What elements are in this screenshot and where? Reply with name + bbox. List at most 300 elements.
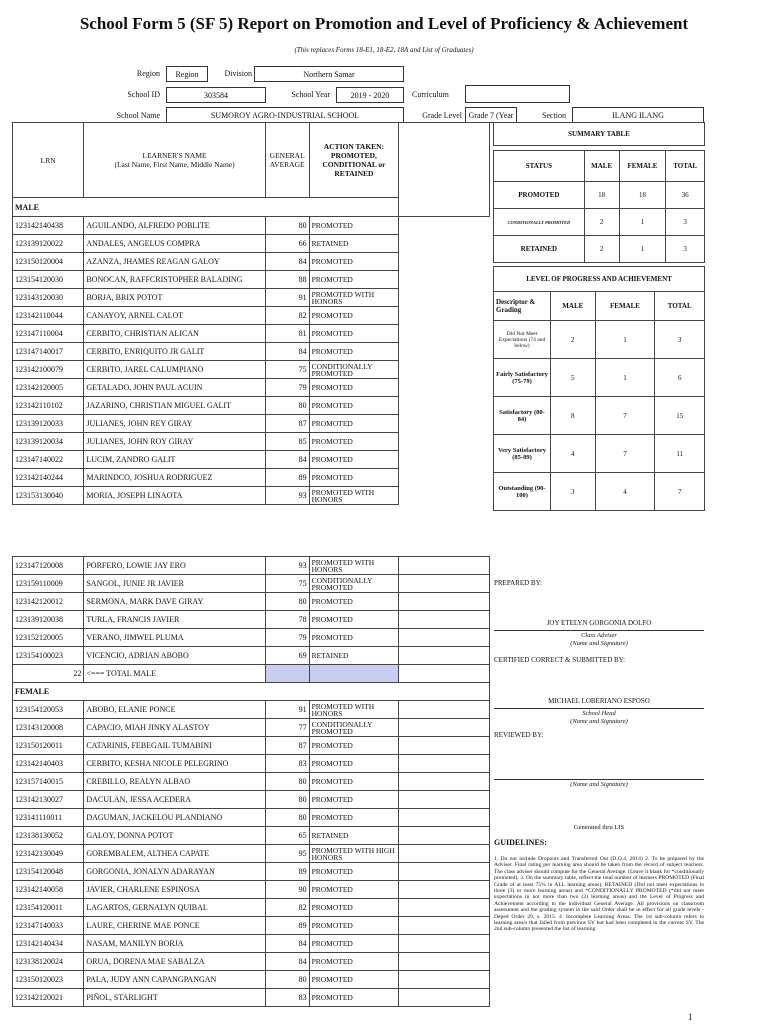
learner-lrn: 123142140058 <box>13 881 84 899</box>
learner-lrn: 123142120021 <box>13 989 84 1007</box>
learner-average: 84 <box>265 343 309 361</box>
learner-action: PROMOTED <box>309 451 399 469</box>
progress-desc: Outstanding (90-100) <box>494 473 551 511</box>
grade-level-label: Grade Level <box>422 111 462 120</box>
learner-expectations <box>399 791 490 809</box>
head-role: School Head <box>582 710 616 717</box>
region-value: Region <box>166 66 208 82</box>
learner-lrn: 123147120008 <box>13 557 84 575</box>
learner-action: PROMOTED <box>309 593 399 611</box>
learner-expectations <box>399 899 490 917</box>
learner-row <box>13 575 490 593</box>
learner-row <box>13 325 490 343</box>
learner-average: 66 <box>265 235 309 253</box>
learner-name: TURLA, FRANCIS JAVIER <box>84 611 265 629</box>
learner-action: PROMOTED <box>309 379 399 397</box>
progress-desc: Fairly Satisfactory (75-79) <box>494 359 551 397</box>
learner-action: PROMOTED <box>309 953 399 971</box>
learner-lrn: 123150120004 <box>13 253 84 271</box>
learner-action: PROMOTED <box>309 253 399 271</box>
learner-average: 90 <box>265 881 309 899</box>
progress-total: 3 <box>655 321 705 359</box>
learner-name: PIÑOL, STARLIGHT <box>84 989 265 1007</box>
learner-row <box>13 953 490 971</box>
male-learners-table <box>12 122 490 505</box>
learner-row <box>13 253 490 271</box>
learner-action: PROMOTED WITH HIGH HONORS <box>309 845 399 863</box>
learner-lrn: 123150120023 <box>13 971 84 989</box>
learner-action: PROMOTED WITH HONORS <box>309 701 399 719</box>
learner-expectations <box>399 737 490 755</box>
learner-average: 75 <box>265 575 309 593</box>
learner-lrn: 123142110044 <box>13 307 84 325</box>
learner-lrn: 123147140033 <box>13 917 84 935</box>
certified-label: CERTIFIED CORRECT & SUBMITTED BY: <box>494 656 626 664</box>
learner-average: 79 <box>265 379 309 397</box>
progress-row <box>494 397 705 435</box>
learner-row <box>13 469 490 487</box>
learner-lrn: 123154120053 <box>13 701 84 719</box>
learner-action: PROMOTED <box>309 863 399 881</box>
learner-lrn: 123142140244 <box>13 469 84 487</box>
learner-action: PROMOTED WITH HONORS <box>309 487 399 505</box>
learner-average: 91 <box>265 701 309 719</box>
learner-name: ANDALES, ANGELUS COMPRA <box>84 235 265 253</box>
learner-name: PALA, JUDY ANN CAPANGPANGAN <box>84 971 265 989</box>
learner-lrn: 123139120022 <box>13 235 84 253</box>
progress-desc: Did Not Meet Expectations (74 and below) <box>494 321 551 359</box>
learner-action: PROMOTED <box>309 307 399 325</box>
learner-lrn: 123143120030 <box>13 289 84 307</box>
summary-total: 3 <box>666 209 705 236</box>
expectations-header <box>399 123 490 217</box>
learner-average: 80 <box>265 809 309 827</box>
learner-expectations <box>399 971 490 989</box>
progress-desc: Satisfactory (80-84) <box>494 397 551 435</box>
learner-name: CERBITO, KESHA NICOLE PELEGRINO <box>84 755 265 773</box>
learner-lrn: 123150120011 <box>13 737 84 755</box>
learner-name: VICENCIO, ADRIAN ABOBO <box>84 647 265 665</box>
learner-lrn: 123142140438 <box>13 217 84 235</box>
table-header-cell: Descriptor & Grading <box>494 292 551 321</box>
summary-row <box>494 236 705 263</box>
learner-expectations <box>399 881 490 899</box>
learner-row <box>13 647 490 665</box>
school-id-value: 303584 <box>166 87 266 103</box>
learner-lrn: 123142100079 <box>13 361 84 379</box>
summary-status: RETAINED <box>494 236 585 263</box>
learner-lrn: 123139120038 <box>13 611 84 629</box>
learner-lrn: 123154120030 <box>13 271 84 289</box>
male-section-label: MALE <box>13 198 399 217</box>
learner-average: 80 <box>265 593 309 611</box>
learner-expectations <box>399 557 490 575</box>
table-header-cell: TOTAL <box>655 292 705 321</box>
learner-expectations <box>399 701 490 719</box>
learner-action: PROMOTED <box>309 755 399 773</box>
learner-average: 80 <box>265 773 309 791</box>
learner-row <box>13 773 490 791</box>
learner-row <box>13 433 490 451</box>
learner-lrn: 123152120005 <box>13 629 84 647</box>
learner-action: PROMOTED <box>309 415 399 433</box>
total-male-label: <=== TOTAL MALE <box>84 665 265 683</box>
adviser-line <box>494 630 704 631</box>
summary-female: 1 <box>619 236 666 263</box>
summary-male: 2 <box>584 236 619 263</box>
learner-lrn: 123142140434 <box>13 935 84 953</box>
learner-lrn: 123147140017 <box>13 343 84 361</box>
total-male-avg <box>265 665 309 683</box>
learner-action: RETAINED <box>309 827 399 845</box>
learner-expectations <box>399 935 490 953</box>
learner-average: 84 <box>265 953 309 971</box>
learner-name: JAVIER, CHARLENE ESPINOSA <box>84 881 265 899</box>
learner-average: 80 <box>265 791 309 809</box>
learner-average: 81 <box>265 325 309 343</box>
learner-expectations <box>399 773 490 791</box>
learner-average: 80 <box>265 217 309 235</box>
summary-total: 36 <box>666 182 705 209</box>
guidelines-text: 1. Do not include Dropouts and Transferred Out (D.O.4, 2014) 2. To be prepared by the Adviser. Final rating per learning area should be taken from the record of subject teachers. The class adviser should compute for the General Average. (Leave it blank for *conditionally promoted). 3. On the summary table, reflect the total number of learners PROMOTED (Final Grade of at least 75% in ALL learning areas), RETAINED (Did not meet expectations in three (3) or more learning areas) and *CONDITIONALLY PROMOTED (*did not meet expectations in not more than two (2) learning areas) and the Level of Progress and Achievement according to the individual General Average. All provisions on classroom assessment and the grading system in the said Order shall be in effect for all grade levels - Deped Order 29, s. 2015. 4. Incomplete Learning Areas. The 1st sub-column refers to learning area/s that failed from previous SY but had been completed in the current SY. The 2nd sub-column presented the list of learning <box>494 856 704 933</box>
learner-expectations <box>399 719 490 737</box>
progress-row <box>494 435 705 473</box>
learner-lrn: 123142120012 <box>13 593 84 611</box>
learner-lrn: 123143120008 <box>13 719 84 737</box>
table-header-cell: MALE <box>551 292 596 321</box>
learner-average: 89 <box>265 917 309 935</box>
learner-average: 91 <box>265 289 309 307</box>
continued-learners-table <box>12 556 490 1007</box>
name-header-main: LEARNER'S NAME <box>142 151 207 160</box>
generated-note: Generated thru LIS <box>573 824 625 831</box>
learner-action: PROMOTED <box>309 611 399 629</box>
table-header-cell: FEMALE <box>595 292 655 321</box>
learner-lrn: 123139120034 <box>13 433 84 451</box>
learner-average: 88 <box>265 271 309 289</box>
learner-row <box>13 899 490 917</box>
learner-expectations <box>399 647 490 665</box>
reviewer-name-sig: (Name and Signature) <box>570 781 628 788</box>
learner-lrn: 123159110009 <box>13 575 84 593</box>
progress-desc: Very Satisfactory (85-89) <box>494 435 551 473</box>
reviewed-label: REVIEWED BY: <box>494 731 544 739</box>
learner-average: 80 <box>265 397 309 415</box>
learner-row <box>13 845 490 863</box>
table-header-cell: MALE <box>584 151 619 182</box>
learner-average: 84 <box>265 935 309 953</box>
summary-status: CONDITIONALLY PROMOTED <box>494 209 585 236</box>
learner-action: PROMOTED <box>309 397 399 415</box>
learner-name: ORUA, DORENA MAE SABALZA <box>84 953 265 971</box>
learner-average: 80 <box>265 971 309 989</box>
learner-action: PROMOTED WITH HONORS <box>309 557 399 575</box>
learner-row <box>13 307 490 325</box>
learner-name: LAGARTOS, GERNALYN QUIBAL <box>84 899 265 917</box>
learner-name: LUCIM, ZANDRO GALIT <box>84 451 265 469</box>
learner-action: PROMOTED <box>309 881 399 899</box>
learner-lrn: 123138130052 <box>13 827 84 845</box>
learner-row <box>13 451 490 469</box>
region-label: Region <box>136 69 160 78</box>
learner-name: CANAYOY, ARNEL CALOT <box>84 307 265 325</box>
learner-name: DAGUMAN, JACKELOU PLANDIANO <box>84 809 265 827</box>
learner-action: RETAINED <box>309 235 399 253</box>
summary-status: PROMOTED <box>494 182 585 209</box>
progress-female: 1 <box>595 359 655 397</box>
learner-row <box>13 881 490 899</box>
progress-female: 7 <box>595 435 655 473</box>
curriculum-value <box>465 85 570 103</box>
learner-row <box>13 989 490 1007</box>
learner-name: MARINDCO, JOSHUA RODRIGUEZ <box>84 469 265 487</box>
learner-name: NASAM, MANILYN BORJA <box>84 935 265 953</box>
learner-lrn: 123142130049 <box>13 845 84 863</box>
adviser-name-sig: (Name and Signature) <box>570 640 628 647</box>
learner-average: 84 <box>265 253 309 271</box>
progress-total: 11 <box>655 435 705 473</box>
learner-expectations <box>399 827 490 845</box>
learner-name: DACULAN, JESSA ACEDERA <box>84 791 265 809</box>
learner-name: SERMONA, MARK DAVE GIRAY <box>84 593 265 611</box>
summary-title: SUMMARY TABLE <box>494 123 705 146</box>
learner-lrn: 123142120005 <box>13 379 84 397</box>
learner-average: 87 <box>265 415 309 433</box>
progress-female: 4 <box>595 473 655 511</box>
learner-row <box>13 415 490 433</box>
school-year-value: 2019 - 2020 <box>336 87 404 103</box>
learner-action: PROMOTED <box>309 809 399 827</box>
summary-row <box>494 182 705 209</box>
learner-average: 89 <box>265 469 309 487</box>
learner-lrn: 123153130040 <box>13 487 84 505</box>
learner-name: AZANZA, JHAMES REAGAN GALOY <box>84 253 265 271</box>
learner-lrn: 123139120033 <box>13 415 84 433</box>
learner-row <box>13 217 490 235</box>
learner-row <box>13 379 490 397</box>
total-male-count: 22 <box>13 665 84 683</box>
learner-average: 95 <box>265 845 309 863</box>
learner-name: JAZARINO, CHRISTIAN MIGUEL GALIT <box>84 397 265 415</box>
prepared-by-label: PREPARED BY: <box>494 579 542 587</box>
learner-lrn: 123142130027 <box>13 791 84 809</box>
learner-name: AGUILANDO, ALFREDO POBLITE <box>84 217 265 235</box>
learner-average: 87 <box>265 737 309 755</box>
total-male-expect <box>399 665 490 683</box>
learner-average: 83 <box>265 755 309 773</box>
learner-row <box>13 611 490 629</box>
adviser-role: Class Adviser <box>581 632 617 639</box>
head-line <box>494 708 704 709</box>
learner-action: RETAINED <box>309 647 399 665</box>
learner-name: PORFERO, LOWIE JAY ERO <box>84 557 265 575</box>
school-id-label: School ID <box>127 90 160 99</box>
learner-action: PROMOTED <box>309 343 399 361</box>
summary-male: 18 <box>584 182 619 209</box>
page-number: 1 <box>688 1012 693 1022</box>
progress-total: 6 <box>655 359 705 397</box>
progress-total: 15 <box>655 397 705 435</box>
learner-action: PROMOTED <box>309 737 399 755</box>
learner-row <box>13 863 490 881</box>
learner-name: GALOY, DONNA POTOT <box>84 827 265 845</box>
table-header-cell: TOTAL <box>666 151 705 182</box>
learner-average: 75 <box>265 361 309 379</box>
learner-name: VERANO, JIMWEL PLUMA <box>84 629 265 647</box>
learner-row <box>13 593 490 611</box>
learner-lrn: 123147110004 <box>13 325 84 343</box>
action-header: ACTION TAKEN: PROMOTED, CONDITIONAL or RETAINED <box>309 123 399 198</box>
learner-action: PROMOTED <box>309 899 399 917</box>
learner-row <box>13 343 490 361</box>
learner-row <box>13 289 490 307</box>
learner-row <box>13 557 490 575</box>
progress-male: 2 <box>551 321 596 359</box>
learner-lrn: 123154120048 <box>13 863 84 881</box>
learner-lrn: 123138120024 <box>13 953 84 971</box>
learner-row <box>13 701 490 719</box>
learner-row <box>13 629 490 647</box>
learner-action: PROMOTED <box>309 989 399 1007</box>
learner-average: 82 <box>265 307 309 325</box>
learner-lrn: 123147140022 <box>13 451 84 469</box>
learner-average: 79 <box>265 629 309 647</box>
learner-expectations <box>399 575 490 593</box>
learner-name: CERBITO, ENRIQUITO JR GALIT <box>84 343 265 361</box>
name-header <box>84 123 265 198</box>
grade-level-value: Grade 7 (Year <box>465 107 517 123</box>
progress-female: 1 <box>595 321 655 359</box>
female-section-label: FEMALE <box>13 683 490 701</box>
division-value: Northern Samar <box>254 66 404 82</box>
learner-action: PROMOTED <box>309 935 399 953</box>
learner-row <box>13 935 490 953</box>
learner-average: 78 <box>265 611 309 629</box>
learner-row <box>13 271 490 289</box>
learner-average: 89 <box>265 863 309 881</box>
learner-row <box>13 737 490 755</box>
learner-lrn: 123154120011 <box>13 899 84 917</box>
summary-row <box>494 209 705 236</box>
learner-lrn: 123157140015 <box>13 773 84 791</box>
learner-expectations <box>399 755 490 773</box>
learner-name: CERBITO, CHRISTIAN ALICAN <box>84 325 265 343</box>
learner-action: PROMOTED <box>309 791 399 809</box>
learner-row <box>13 755 490 773</box>
learner-average: 84 <box>265 451 309 469</box>
school-year-label: School Year <box>291 90 330 99</box>
school-name-label: School Name <box>116 111 160 120</box>
learner-expectations <box>399 917 490 935</box>
learner-action: PROMOTED <box>309 469 399 487</box>
learner-row <box>13 917 490 935</box>
learner-action: PROMOTED <box>309 971 399 989</box>
learner-name: GORGONIA, JONALYN ADARAYAN <box>84 863 265 881</box>
learner-expectations <box>399 953 490 971</box>
learner-average: 82 <box>265 899 309 917</box>
learner-name: SANGOL, JUNIE JR JAVIER <box>84 575 265 593</box>
progress-title: LEVEL OF PROGRESS AND ACHIEVEMENT <box>494 267 705 292</box>
avg-header: GENERAL AVERAGE <box>265 123 309 198</box>
learner-row <box>13 971 490 989</box>
reviewer-line <box>494 779 704 780</box>
learner-name: MORIA, JOSEPH LINAOTA <box>84 487 265 505</box>
progress-male: 8 <box>551 397 596 435</box>
learner-name: CERBITO, JAREL CALUMPIANO <box>84 361 265 379</box>
learner-row <box>13 361 490 379</box>
learner-average: 93 <box>265 557 309 575</box>
progress-table <box>493 266 705 511</box>
progress-male: 4 <box>551 435 596 473</box>
learner-row <box>13 235 490 253</box>
progress-male: 3 <box>551 473 596 511</box>
learner-name: GETALADO, JOHN PAUL ACUIN <box>84 379 265 397</box>
learner-expectations <box>399 611 490 629</box>
section-label: Section <box>542 111 566 120</box>
learner-action: CONDITIONALLY PROMOTED <box>309 575 399 593</box>
summary-female: 1 <box>619 209 666 236</box>
learner-expectations <box>399 989 490 1007</box>
curriculum-label: Curriculum <box>412 90 449 99</box>
learner-lrn: 123142110102 <box>13 397 84 415</box>
learner-name: CAPACIO, MIAH JINKY ALASTOY <box>84 719 265 737</box>
head-name-sig: (Name and Signature) <box>570 718 628 725</box>
learner-expectations <box>399 629 490 647</box>
learner-average: 69 <box>265 647 309 665</box>
learner-expectations <box>399 809 490 827</box>
summary-female: 18 <box>619 182 666 209</box>
learner-action: CONDITIONALLY PROMOTED <box>309 719 399 737</box>
learner-average: 85 <box>265 433 309 451</box>
learner-average: 83 <box>265 989 309 1007</box>
adviser-name: JOY ETELYN GORGONIA DOLFO <box>546 619 652 627</box>
head-name: MICHAEL LOBERIANO ESPOSO <box>548 697 650 705</box>
learner-average: 93 <box>265 487 309 505</box>
learner-action: PROMOTED <box>309 217 399 235</box>
learner-action: PROMOTED WITH HONORS <box>309 289 399 307</box>
learner-row <box>13 487 490 505</box>
summary-total: 3 <box>666 236 705 263</box>
section-value: ILANG ILANG <box>572 107 704 123</box>
learner-action: PROMOTED <box>309 271 399 289</box>
learner-expectations <box>399 863 490 881</box>
learner-row <box>13 397 490 415</box>
progress-row <box>494 359 705 397</box>
learner-expectations <box>399 593 490 611</box>
learner-name: CREBILLO, REALYN ALBAO <box>84 773 265 791</box>
learner-name: LAURE, CHERINE MAE PONCE <box>84 917 265 935</box>
learner-row <box>13 791 490 809</box>
learner-name: JULIANES, JOHN ROY GIRAY <box>84 433 265 451</box>
learner-lrn: 123154100023 <box>13 647 84 665</box>
summary-table <box>493 122 705 263</box>
learner-action: PROMOTED <box>309 629 399 647</box>
table-header-cell: STATUS <box>494 151 585 182</box>
learner-name: BONOCAN, RAFFCRISTOPHER BALADING <box>84 271 265 289</box>
progress-male: 5 <box>551 359 596 397</box>
learner-average: 77 <box>265 719 309 737</box>
name-header-sub: (Last Name, First Name, Middle Name) <box>114 160 235 169</box>
learner-name: CATARINIS, FEBEGAIL TUMABINI <box>84 737 265 755</box>
total-male-action <box>309 665 399 683</box>
progress-female: 7 <box>595 397 655 435</box>
lrn-header: LRN <box>13 123 84 198</box>
learner-row <box>13 827 490 845</box>
table-header-cell: FEMALE <box>619 151 666 182</box>
progress-row <box>494 473 705 511</box>
form-title: School Form 5 (SF 5) Report on Promotion and Level of Proficiency & Achievement <box>79 14 689 33</box>
learner-average: 65 <box>265 827 309 845</box>
